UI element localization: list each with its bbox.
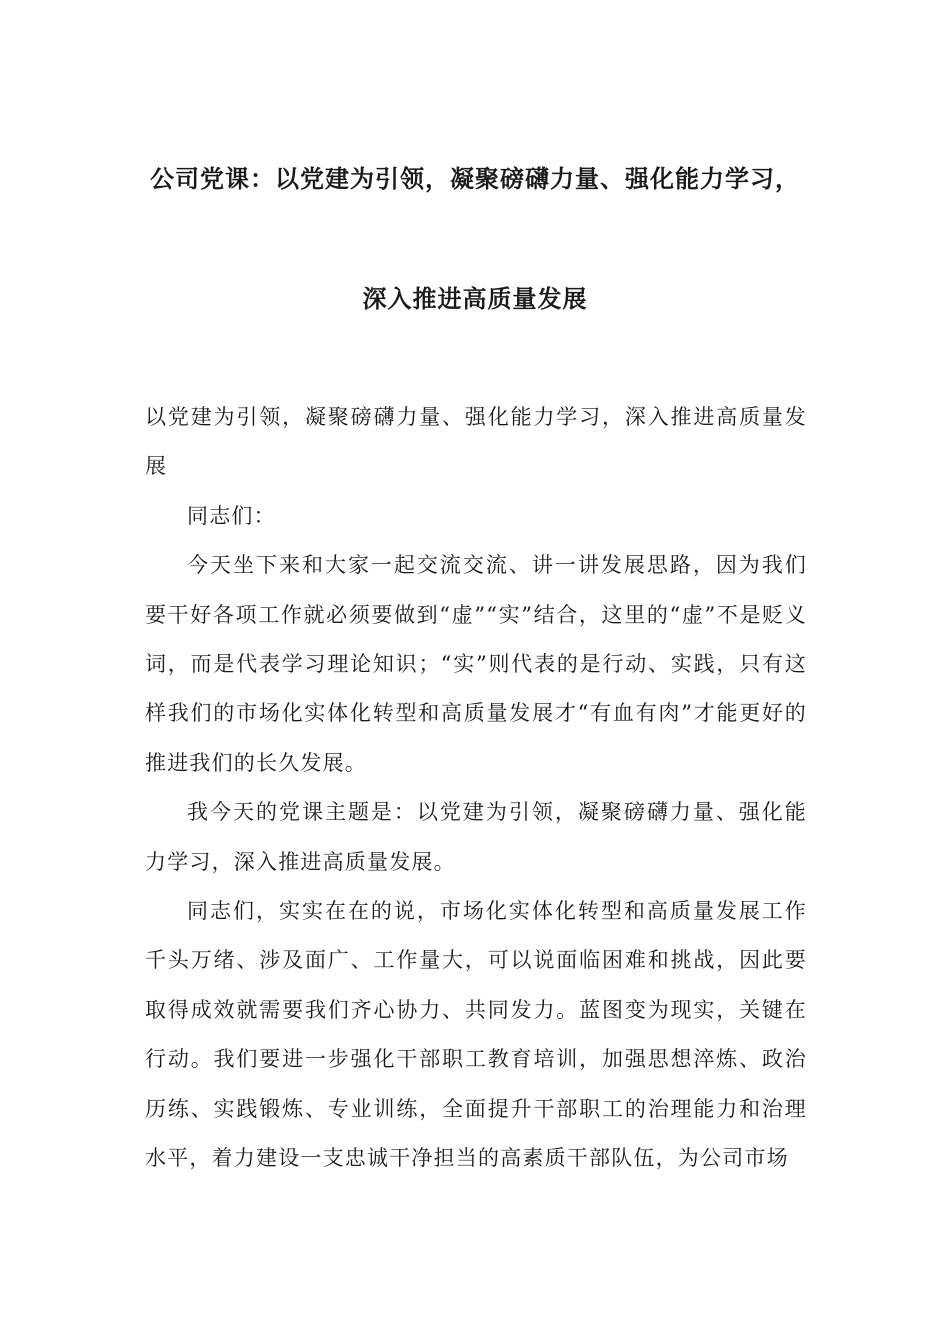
document-body xyxy=(145,393,807,1184)
document-title-line-2: 深入推进高质量发展 xyxy=(362,284,588,313)
body-paragraph-subtitle: 以党建为引领，凝聚磅礴力量、强化能力学习，深入推进高质量发展 xyxy=(145,405,807,479)
body-paragraph: 今天坐下来和大家一起交流交流、讲一讲发展思路，因为我们要干好各项工作就必须要做到“虚”“实”结合，这里的“虚”不是贬义词，而是代表学习理论知识；“实”则代表的是行动、实践，只有这样我们的市场化实体化转型和高质量发展才“有血有肉”才能更好的推进我们的长久发展。 xyxy=(145,553,807,775)
body-paragraph: 同志们，实实在在的说，市场化实体化转型和高质量发展工作千头万绪、涉及面广、工作量大，可以说面临困难和挑战，因此要取得成效就需要我们齐心协力、共同发力。蓝图变为现实，关键在行动。我们要进一步强化干部职工教育培训，加强思想淬炼、政治历练、实践锻炼、专业训练，全面提升干部职工的治理能力和治理水平，着力建设一支忠诚干净担当的高素质干部队伍，为公司市场 xyxy=(145,899,807,1171)
document-title-line-1: 公司党课：以党建为引领，凝聚磅礴力量、强化能力学习， xyxy=(150,164,800,193)
body-paragraph-salutation: 同志们： xyxy=(187,503,276,528)
body-paragraph: 我今天的党课主题是：以党建为引领，凝聚磅礴力量、强化能力学习，深入推进高质量发展。 xyxy=(145,800,807,874)
